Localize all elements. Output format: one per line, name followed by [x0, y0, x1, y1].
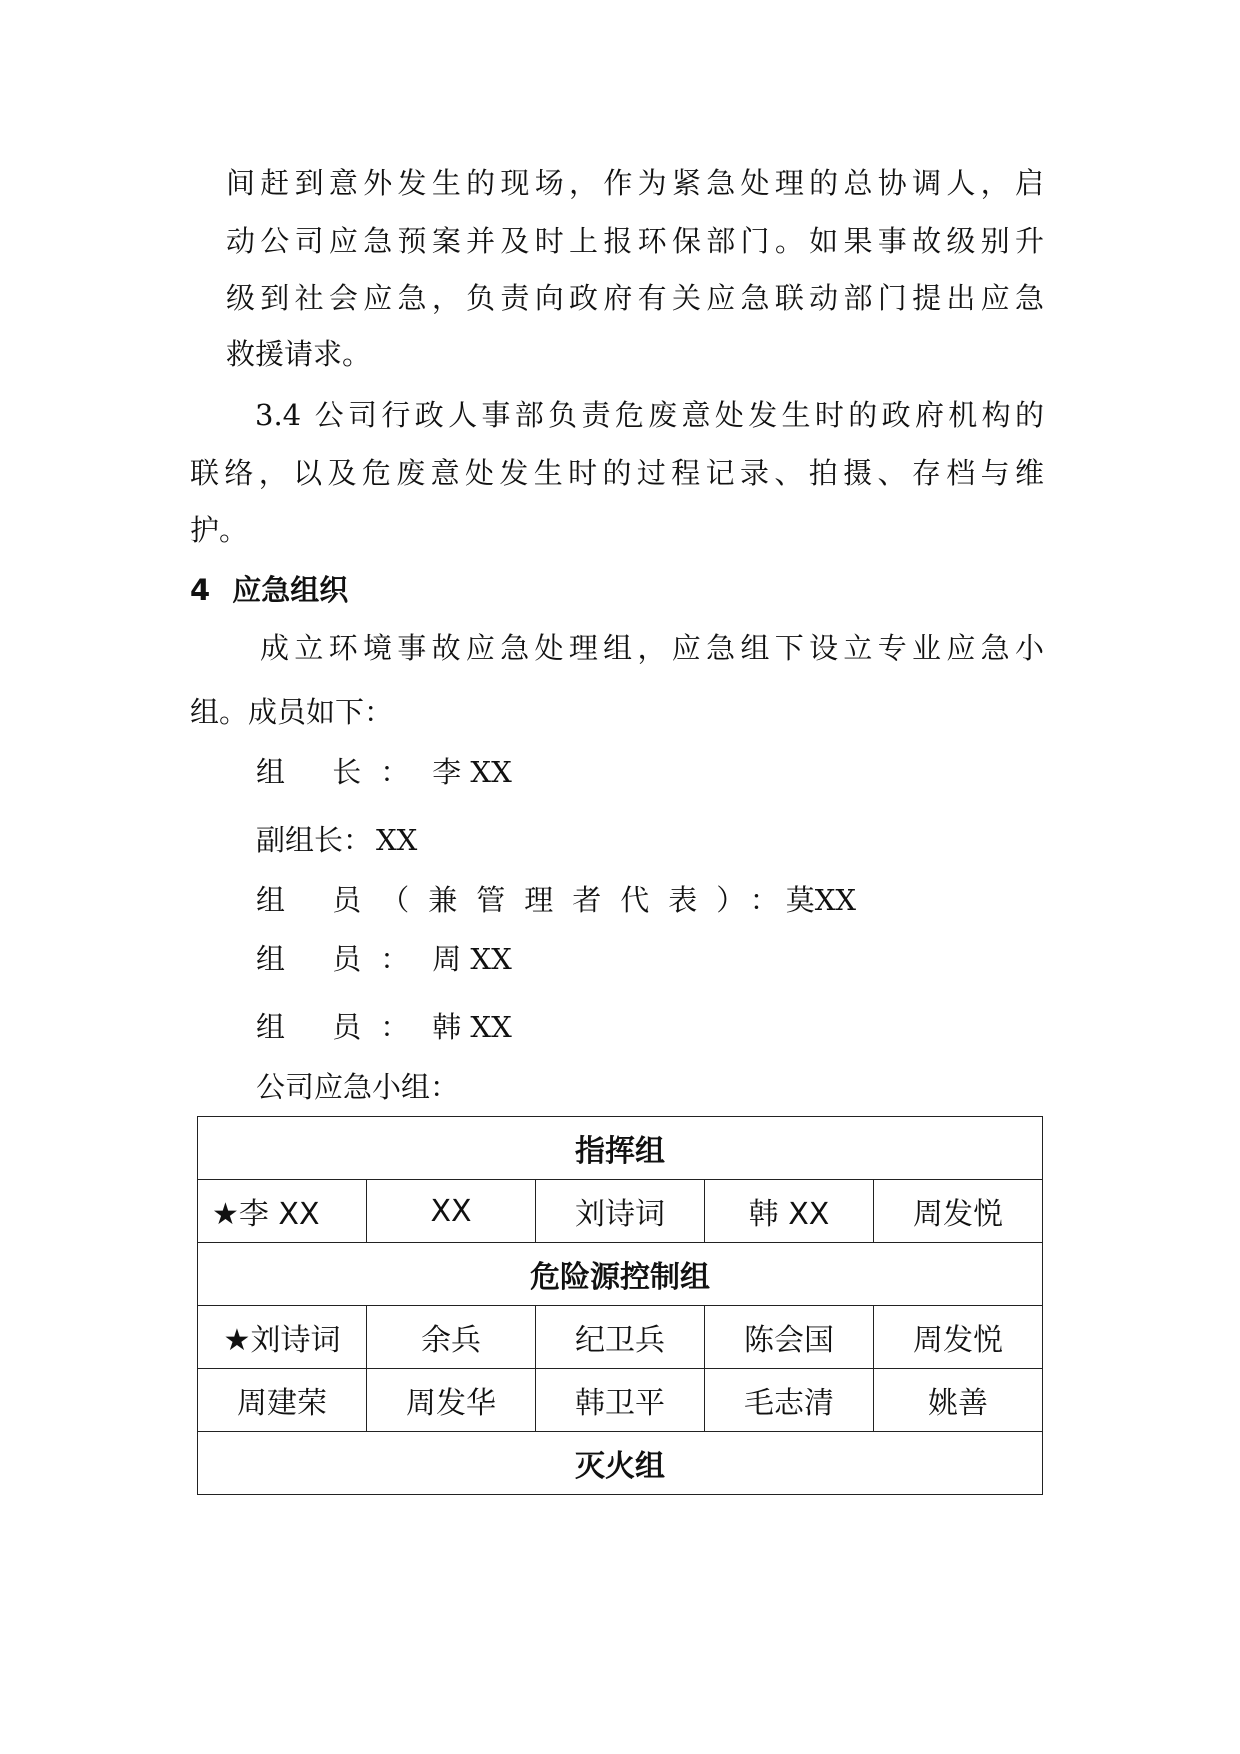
group-title-hazard-control: 危险源控制组: [198, 1243, 1043, 1306]
table-cell: 毛志清: [705, 1369, 874, 1432]
group-title-firefighting: 灭火组: [198, 1432, 1043, 1495]
table-cell: ★李 XX: [198, 1180, 367, 1243]
member-name: 莫XX: [785, 883, 857, 917]
intro-line: 成立环境事故应急处理组，应急组下设立专业应急小: [260, 631, 1044, 665]
table-cell: 余兵: [367, 1306, 536, 1369]
member-name: XX: [376, 823, 418, 857]
table-cell: 纪卫兵: [536, 1306, 705, 1369]
paragraph-3-4-line: 3.4 公司行政人事部负责危废意处发生时的政府机构的: [255, 398, 1044, 432]
member: [256, 1007, 512, 1047]
table-row: [198, 1243, 1043, 1306]
section-title: 应急组织: [232, 573, 349, 607]
member-management-rep: [256, 880, 856, 920]
table-cell: 姚善: [874, 1369, 1043, 1432]
table-cell: ★刘诗词: [198, 1306, 367, 1369]
paragraph-line: 级到社会应急，负责向政府有关应急联动部门提出应急: [226, 281, 1044, 315]
table-row: [198, 1369, 1043, 1432]
table-row: [198, 1117, 1043, 1180]
member-deputy-leader: [256, 820, 417, 860]
paragraph-3-4-line: 护。: [190, 513, 249, 547]
member-role: 组 长：: [256, 755, 429, 789]
table-cell: 周发悦: [874, 1180, 1043, 1243]
groups-intro: 公司应急小组：: [256, 1070, 460, 1104]
paragraph-3-4-line: 联络，以及危废意处发生时的过程记录、拍摄、存档与维: [190, 456, 1044, 490]
member-role: 副组长：: [256, 823, 373, 857]
table-cell: 周发悦: [874, 1306, 1043, 1369]
member-role: 组 员：: [256, 942, 429, 976]
paragraph-line: 救援请求。: [226, 337, 372, 371]
paragraph-line: 间赶到意外发生的现场，作为紧急处理的总协调人，启: [226, 166, 1044, 200]
table-row: [198, 1180, 1043, 1243]
emergency-groups-table: [197, 1116, 1043, 1495]
table-cell: 韩卫平: [536, 1369, 705, 1432]
member: [256, 939, 512, 979]
table-cell: 刘诗词: [536, 1180, 705, 1243]
table-cell: 周建荣: [198, 1369, 367, 1432]
paragraph-line: 动公司应急预案并及时上报环保部门。如果事故级别升: [226, 224, 1044, 258]
member-name: 李 XX: [432, 755, 512, 789]
table-row: [198, 1432, 1043, 1495]
member-leader: [256, 752, 512, 792]
group-title-command: 指挥组: [198, 1117, 1043, 1180]
member-name: 韩 XX: [432, 1010, 512, 1044]
intro-line: 组。成员如下：: [190, 695, 394, 729]
member-role: 组 员：: [256, 1010, 429, 1044]
section-heading: [190, 570, 348, 610]
table-row: [198, 1306, 1043, 1369]
section-number: 4: [190, 573, 211, 607]
table-cell: 韩 XX: [705, 1180, 874, 1243]
table-cell: 陈会国: [705, 1306, 874, 1369]
table-cell: XX: [367, 1180, 536, 1243]
member-role: 组 员（兼管理者代表）：: [256, 883, 798, 917]
member-name: 周 XX: [432, 942, 512, 976]
table-cell: 周发华: [367, 1369, 536, 1432]
